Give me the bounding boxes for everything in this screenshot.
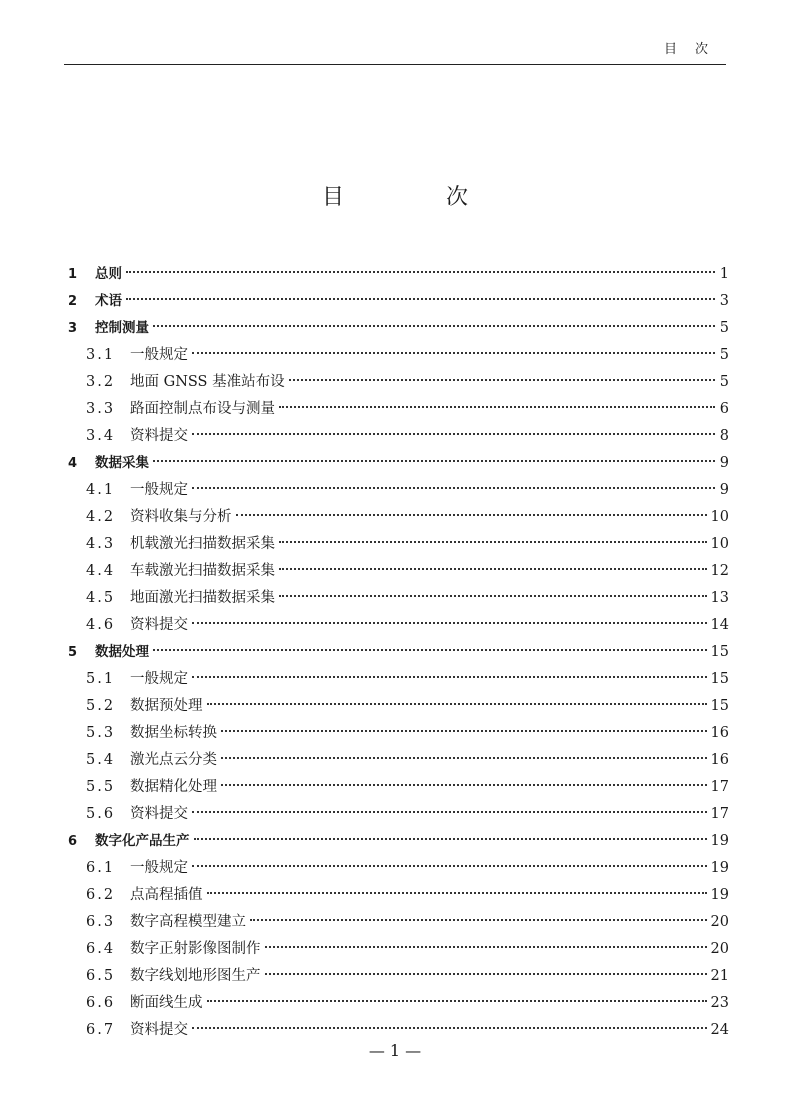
toc-entry-title: 地面 GNSS 基准站布设 — [130, 374, 285, 390]
toc-entry[interactable] — [68, 909, 729, 936]
toc-entry-number: 6.6 — [86, 995, 116, 1011]
toc-entry-page: 15 — [710, 698, 729, 714]
toc-dot-leader — [279, 595, 707, 597]
toc-entry-title: 数字高程模型建立 — [130, 914, 246, 930]
toc-entry-page: 12 — [710, 563, 729, 579]
toc-entry[interactable] — [68, 261, 729, 288]
toc-entry-title: 地面激光扫描数据采集 — [130, 590, 275, 606]
toc-entry-number: 6.2 — [86, 887, 116, 903]
toc-entry-title: 术语 — [95, 293, 122, 309]
toc-entry[interactable] — [68, 747, 729, 774]
toc-entry-title: 资料提交 — [130, 806, 188, 822]
toc-entry-page: 9 — [719, 455, 729, 471]
toc-entry-title: 点高程插值 — [130, 887, 203, 903]
toc-entry-page: 1 — [719, 266, 729, 282]
toc-entry-page: 14 — [710, 617, 729, 633]
toc-entry-page: 17 — [710, 779, 729, 795]
toc-dot-leader — [192, 487, 715, 489]
toc-entry-title: 数据采集 — [95, 455, 149, 471]
toc-entry[interactable] — [68, 828, 729, 855]
toc-entry-number: 5.5 — [86, 779, 116, 795]
toc-entry-title: 数字化产品生产 — [95, 833, 190, 849]
toc-entry-title: 数字线划地形图生产 — [130, 968, 261, 984]
toc-dot-leader — [192, 433, 715, 435]
toc-entry-title: 控制测量 — [95, 320, 149, 336]
running-header: 目次 — [663, 42, 726, 57]
table-of-contents — [68, 261, 729, 1044]
toc-entry-number: 6 — [68, 834, 78, 849]
toc-entry[interactable] — [68, 396, 729, 423]
toc-entry-number: 4 — [68, 456, 78, 471]
toc-entry-title: 资料提交 — [130, 428, 188, 444]
toc-entry-title: 资料提交 — [130, 1022, 188, 1038]
toc-entry[interactable] — [68, 315, 729, 342]
toc-entry[interactable] — [68, 882, 729, 909]
toc-entry[interactable] — [68, 504, 729, 531]
toc-entry[interactable] — [68, 558, 729, 585]
toc-entry-title: 一般规定 — [130, 347, 188, 363]
toc-dot-leader — [279, 568, 707, 570]
toc-entry[interactable] — [68, 666, 729, 693]
toc-dot-leader — [207, 892, 707, 894]
toc-entry-page: 8 — [719, 428, 729, 444]
toc-entry-number: 5.6 — [86, 806, 116, 822]
toc-entry-page: 24 — [710, 1022, 729, 1038]
toc-entry-number: 4.6 — [86, 617, 116, 633]
toc-dot-leader — [221, 784, 707, 786]
toc-entry-title: 激光点云分类 — [130, 752, 217, 768]
toc-dot-leader — [153, 649, 707, 651]
toc-entry-number: 4.4 — [86, 563, 116, 579]
toc-dot-leader — [221, 757, 707, 759]
toc-entry-title: 车载激光扫描数据采集 — [130, 563, 275, 579]
toc-entry[interactable] — [68, 963, 729, 990]
toc-entry[interactable] — [68, 342, 729, 369]
header-rule — [64, 64, 726, 65]
toc-entry[interactable] — [68, 369, 729, 396]
toc-entry-title: 数字正射影像图制作 — [130, 941, 261, 957]
toc-entry-page: 17 — [710, 806, 729, 822]
toc-entry[interactable] — [68, 936, 729, 963]
toc-dot-leader — [236, 514, 707, 516]
toc-dot-leader — [192, 1027, 707, 1029]
toc-entry-page: 20 — [710, 914, 729, 930]
toc-entry[interactable] — [68, 1017, 729, 1044]
toc-entry-title: 一般规定 — [130, 671, 188, 687]
toc-entry-number: 3.2 — [86, 374, 116, 390]
toc-entry-title: 断面线生成 — [130, 995, 203, 1011]
toc-dot-leader — [207, 703, 707, 705]
toc-dot-leader — [153, 325, 715, 327]
toc-entry-title: 数据坐标转换 — [130, 725, 217, 741]
toc-entry-number: 6.1 — [86, 860, 116, 876]
toc-dot-leader — [192, 622, 707, 624]
toc-entry-page: 10 — [710, 536, 729, 552]
toc-entry-number: 1 — [68, 267, 78, 282]
toc-entry-title: 数据预处理 — [130, 698, 203, 714]
toc-entry-number: 5.3 — [86, 725, 116, 741]
toc-entry-number: 6.3 — [86, 914, 116, 930]
toc-entry-title: 一般规定 — [130, 860, 188, 876]
toc-entry-number: 3.4 — [86, 428, 116, 444]
toc-dot-leader — [279, 541, 707, 543]
toc-dot-leader — [207, 1000, 707, 1002]
page-number: — 1 — — [368, 1041, 422, 1060]
toc-entry-number: 4.5 — [86, 590, 116, 606]
toc-entry-page: 15 — [710, 644, 729, 660]
toc-entry[interactable] — [68, 693, 729, 720]
toc-entry[interactable] — [68, 612, 729, 639]
toc-dot-leader — [250, 919, 707, 921]
toc-dot-leader — [194, 838, 707, 840]
toc-entry-number: 3 — [68, 321, 78, 336]
toc-entry-page: 16 — [710, 752, 729, 768]
toc-entry-number: 5.2 — [86, 698, 116, 714]
toc-entry-title: 数据精化处理 — [130, 779, 217, 795]
toc-entry-page: 9 — [719, 482, 729, 498]
toc-entry-page: 16 — [710, 725, 729, 741]
page-title: 目 次 — [321, 185, 508, 210]
toc-entry[interactable] — [68, 423, 729, 450]
toc-entry[interactable] — [68, 720, 729, 747]
toc-entry[interactable] — [68, 990, 729, 1017]
toc-entry[interactable] — [68, 774, 729, 801]
toc-entry-page: 10 — [710, 509, 729, 525]
toc-entry-page: 5 — [719, 374, 729, 390]
toc-entry-page: 5 — [719, 320, 729, 336]
toc-dot-leader — [126, 298, 715, 300]
toc-entry-number: 6.7 — [86, 1022, 116, 1038]
toc-dot-leader — [265, 946, 707, 948]
toc-entry-number: 6.5 — [86, 968, 116, 984]
toc-entry-title: 资料收集与分析 — [130, 509, 232, 525]
toc-entry-title: 资料提交 — [130, 617, 188, 633]
toc-entry-number: 4.3 — [86, 536, 116, 552]
toc-entry-number: 5.4 — [86, 752, 116, 768]
toc-entry[interactable] — [68, 639, 729, 666]
toc-entry-page: 5 — [719, 347, 729, 363]
toc-dot-leader — [221, 730, 707, 732]
toc-entry-page: 19 — [710, 860, 729, 876]
toc-entry-page: 21 — [710, 968, 729, 984]
toc-entry-title: 机载激光扫描数据采集 — [130, 536, 275, 552]
toc-entry-page: 13 — [710, 590, 729, 606]
toc-entry[interactable] — [68, 855, 729, 882]
toc-entry[interactable] — [68, 585, 729, 612]
toc-entry-page: 19 — [710, 887, 729, 903]
toc-entry-number: 5 — [68, 645, 78, 660]
toc-entry[interactable] — [68, 477, 729, 504]
toc-entry-number: 2 — [68, 294, 78, 309]
toc-entry-number: 3.1 — [86, 347, 116, 363]
toc-entry-page: 3 — [719, 293, 729, 309]
toc-entry-page: 15 — [710, 671, 729, 687]
toc-dot-leader — [279, 406, 715, 408]
toc-dot-leader — [192, 352, 715, 354]
toc-entry-number: 3.3 — [86, 401, 116, 417]
toc-dot-leader — [153, 460, 715, 462]
toc-entry-page: 20 — [710, 941, 729, 957]
toc-entry-title: 数据处理 — [95, 644, 149, 660]
toc-entry-number: 4.1 — [86, 482, 116, 498]
toc-dot-leader — [265, 973, 707, 975]
toc-entry[interactable] — [68, 801, 729, 828]
toc-entry[interactable] — [68, 531, 729, 558]
toc-dot-leader — [289, 379, 715, 381]
toc-entry-title: 总则 — [95, 266, 122, 282]
toc-entry[interactable] — [68, 450, 729, 477]
toc-entry-title: 一般规定 — [130, 482, 188, 498]
toc-entry-page: 23 — [710, 995, 729, 1011]
toc-entry-number: 5.1 — [86, 671, 116, 687]
toc-entry-number: 6.4 — [86, 941, 116, 957]
toc-entry-number: 4.2 — [86, 509, 116, 525]
toc-entry[interactable] — [68, 288, 729, 315]
toc-entry-page: 19 — [710, 833, 729, 849]
toc-dot-leader — [192, 865, 707, 867]
toc-entry-page: 6 — [719, 401, 729, 417]
toc-entry-title: 路面控制点布设与测量 — [130, 401, 275, 417]
toc-dot-leader — [192, 676, 707, 678]
toc-dot-leader — [126, 271, 715, 273]
toc-dot-leader — [192, 811, 707, 813]
